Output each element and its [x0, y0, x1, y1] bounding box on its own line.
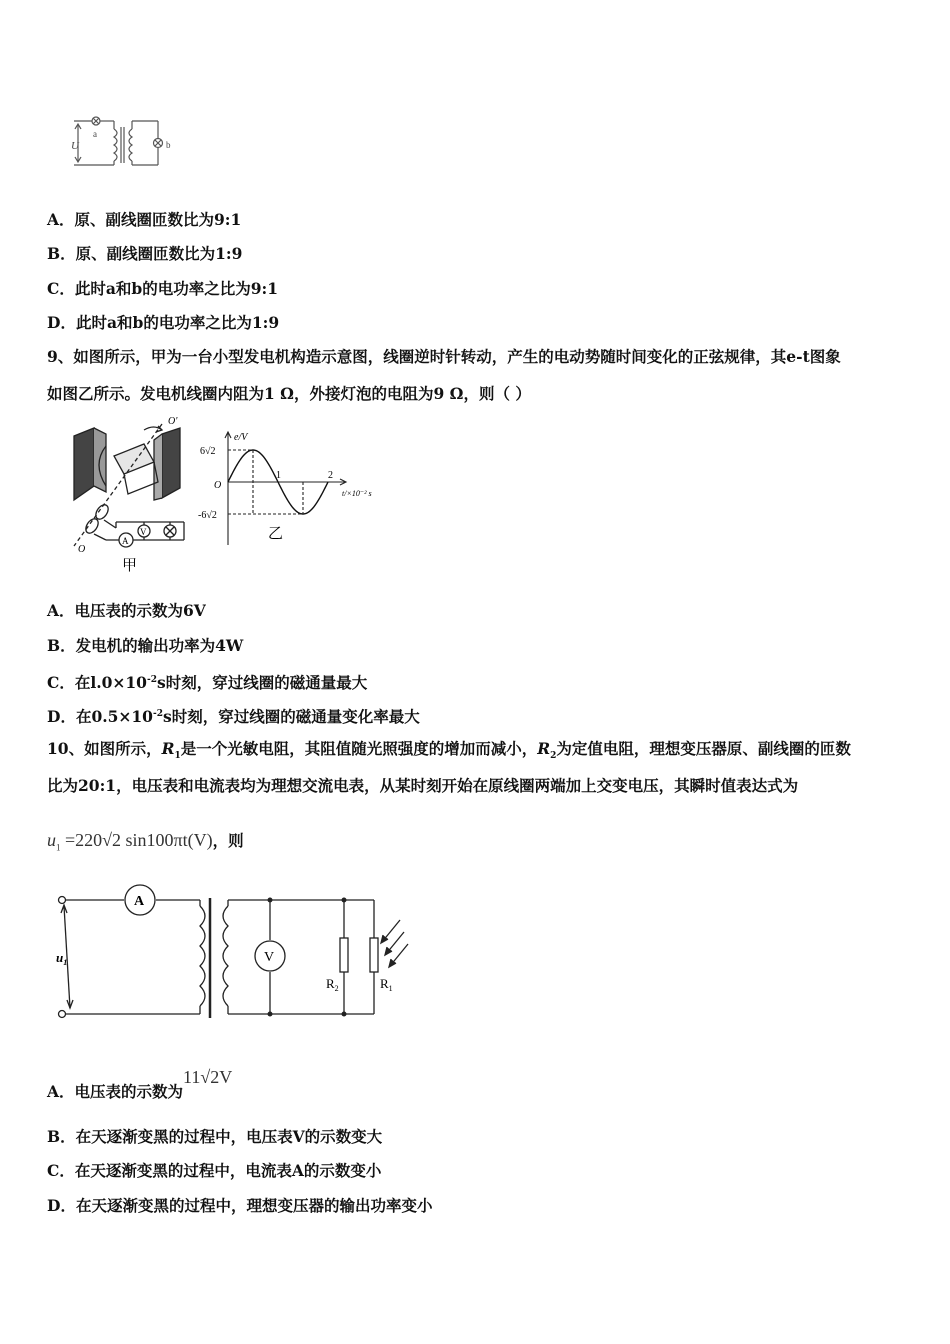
q9-emf-graph	[196, 430, 400, 550]
q9-ammeter-label: A	[122, 536, 129, 546]
q9-caption-jia: 甲	[122, 558, 138, 574]
q8-option-a: A．原、副线圈匝数比为9:1	[47, 210, 242, 229]
q9-option-a: A．电压表的示数为6V	[47, 601, 206, 620]
q9-stem-line1: 9、如图所示，甲为一台小型发电机构造示意图，线圈逆时针转动，产生的电动势随时间变化的正弦规律，其e-t图象	[47, 347, 841, 366]
q9-ymax-label: 6√2	[200, 446, 216, 457]
q10-r1-label: $R_1$	[380, 976, 393, 993]
q10-option-a: A．电压表的示数为11√2V	[47, 1067, 233, 1101]
q10-voltmeter-label: V	[264, 950, 275, 965]
q9-label-o-prime: O'	[168, 416, 178, 427]
q9-tick-2: 2	[328, 470, 333, 481]
q9-yaxis-label: e/V	[234, 432, 248, 443]
q9-voltmeter-label: V	[140, 527, 147, 537]
q8-label-b: b	[166, 140, 171, 150]
q8-label-U: U	[71, 140, 79, 152]
q9-label-o: O	[78, 544, 86, 555]
q8-option-d: D．此时a和b的电功率之比为1:9	[47, 313, 280, 332]
q9-option-d: D．在$0.5\times 10^{-2}s$时刻，穿过线圈的磁通量变化率最大	[47, 707, 420, 727]
q9-option-c: C．在$l.0\times 10^{-2}s$时刻，穿过线圈的磁通量最大	[47, 673, 368, 693]
q10-circuit-figure	[52, 880, 412, 1026]
q9-generator-figure	[44, 416, 200, 574]
q8-label-a: a	[93, 129, 97, 139]
q10-option-d: D．在天逐渐变黑的过程中，理想变压器的输出功率变小	[47, 1196, 433, 1215]
q9-origin-label: O	[214, 480, 222, 491]
q9-stem-line2: 如图乙所示。发电机线圈内阻为1 Ω，外接灯泡的电阻为9 Ω，则（ ）	[47, 384, 531, 403]
q9-tick-1: 1	[276, 470, 281, 481]
q10-ammeter-label: A	[134, 894, 145, 909]
q9-ymin-label: -6√2	[198, 510, 217, 521]
q9-option-b: B．发电机的输出功率为4W	[47, 636, 244, 655]
q8-transformer-figure	[66, 113, 186, 171]
q9-xaxis-label: t/×10⁻² s	[342, 489, 372, 498]
q10-r2-label: $R_2$	[326, 976, 339, 993]
q10-stem-line1: 10、如图所示，$R_1$是一个光敏电阻，其阻值随光照强度的增加而减小，$R_2$为定值电阻，理想变压器原、副线圈的匝数	[47, 739, 851, 762]
q10-stem-line2: 比为20:1，电压表和电流表均为理想交流电表，从某时刻开始在原线圈两端加上交变电压，其瞬时值表达式为	[47, 776, 799, 795]
q10-u1-label: $u_1$	[56, 950, 68, 967]
q10-option-b: B．在天逐渐变黑的过程中，电压表V的示数变大	[47, 1127, 383, 1146]
q8-option-b: B．原、副线圈匝数比为1:9	[47, 244, 243, 263]
q9-caption-yi: 乙	[268, 526, 284, 542]
q10-option-c: C．在天逐渐变黑的过程中，电流表A的示数变小	[47, 1161, 382, 1180]
q8-option-c: C．此时a和b的电功率之比为9:1	[47, 279, 279, 298]
q10-formula: $u_1 =220√2$ sin100πt(V)，则	[47, 830, 244, 853]
